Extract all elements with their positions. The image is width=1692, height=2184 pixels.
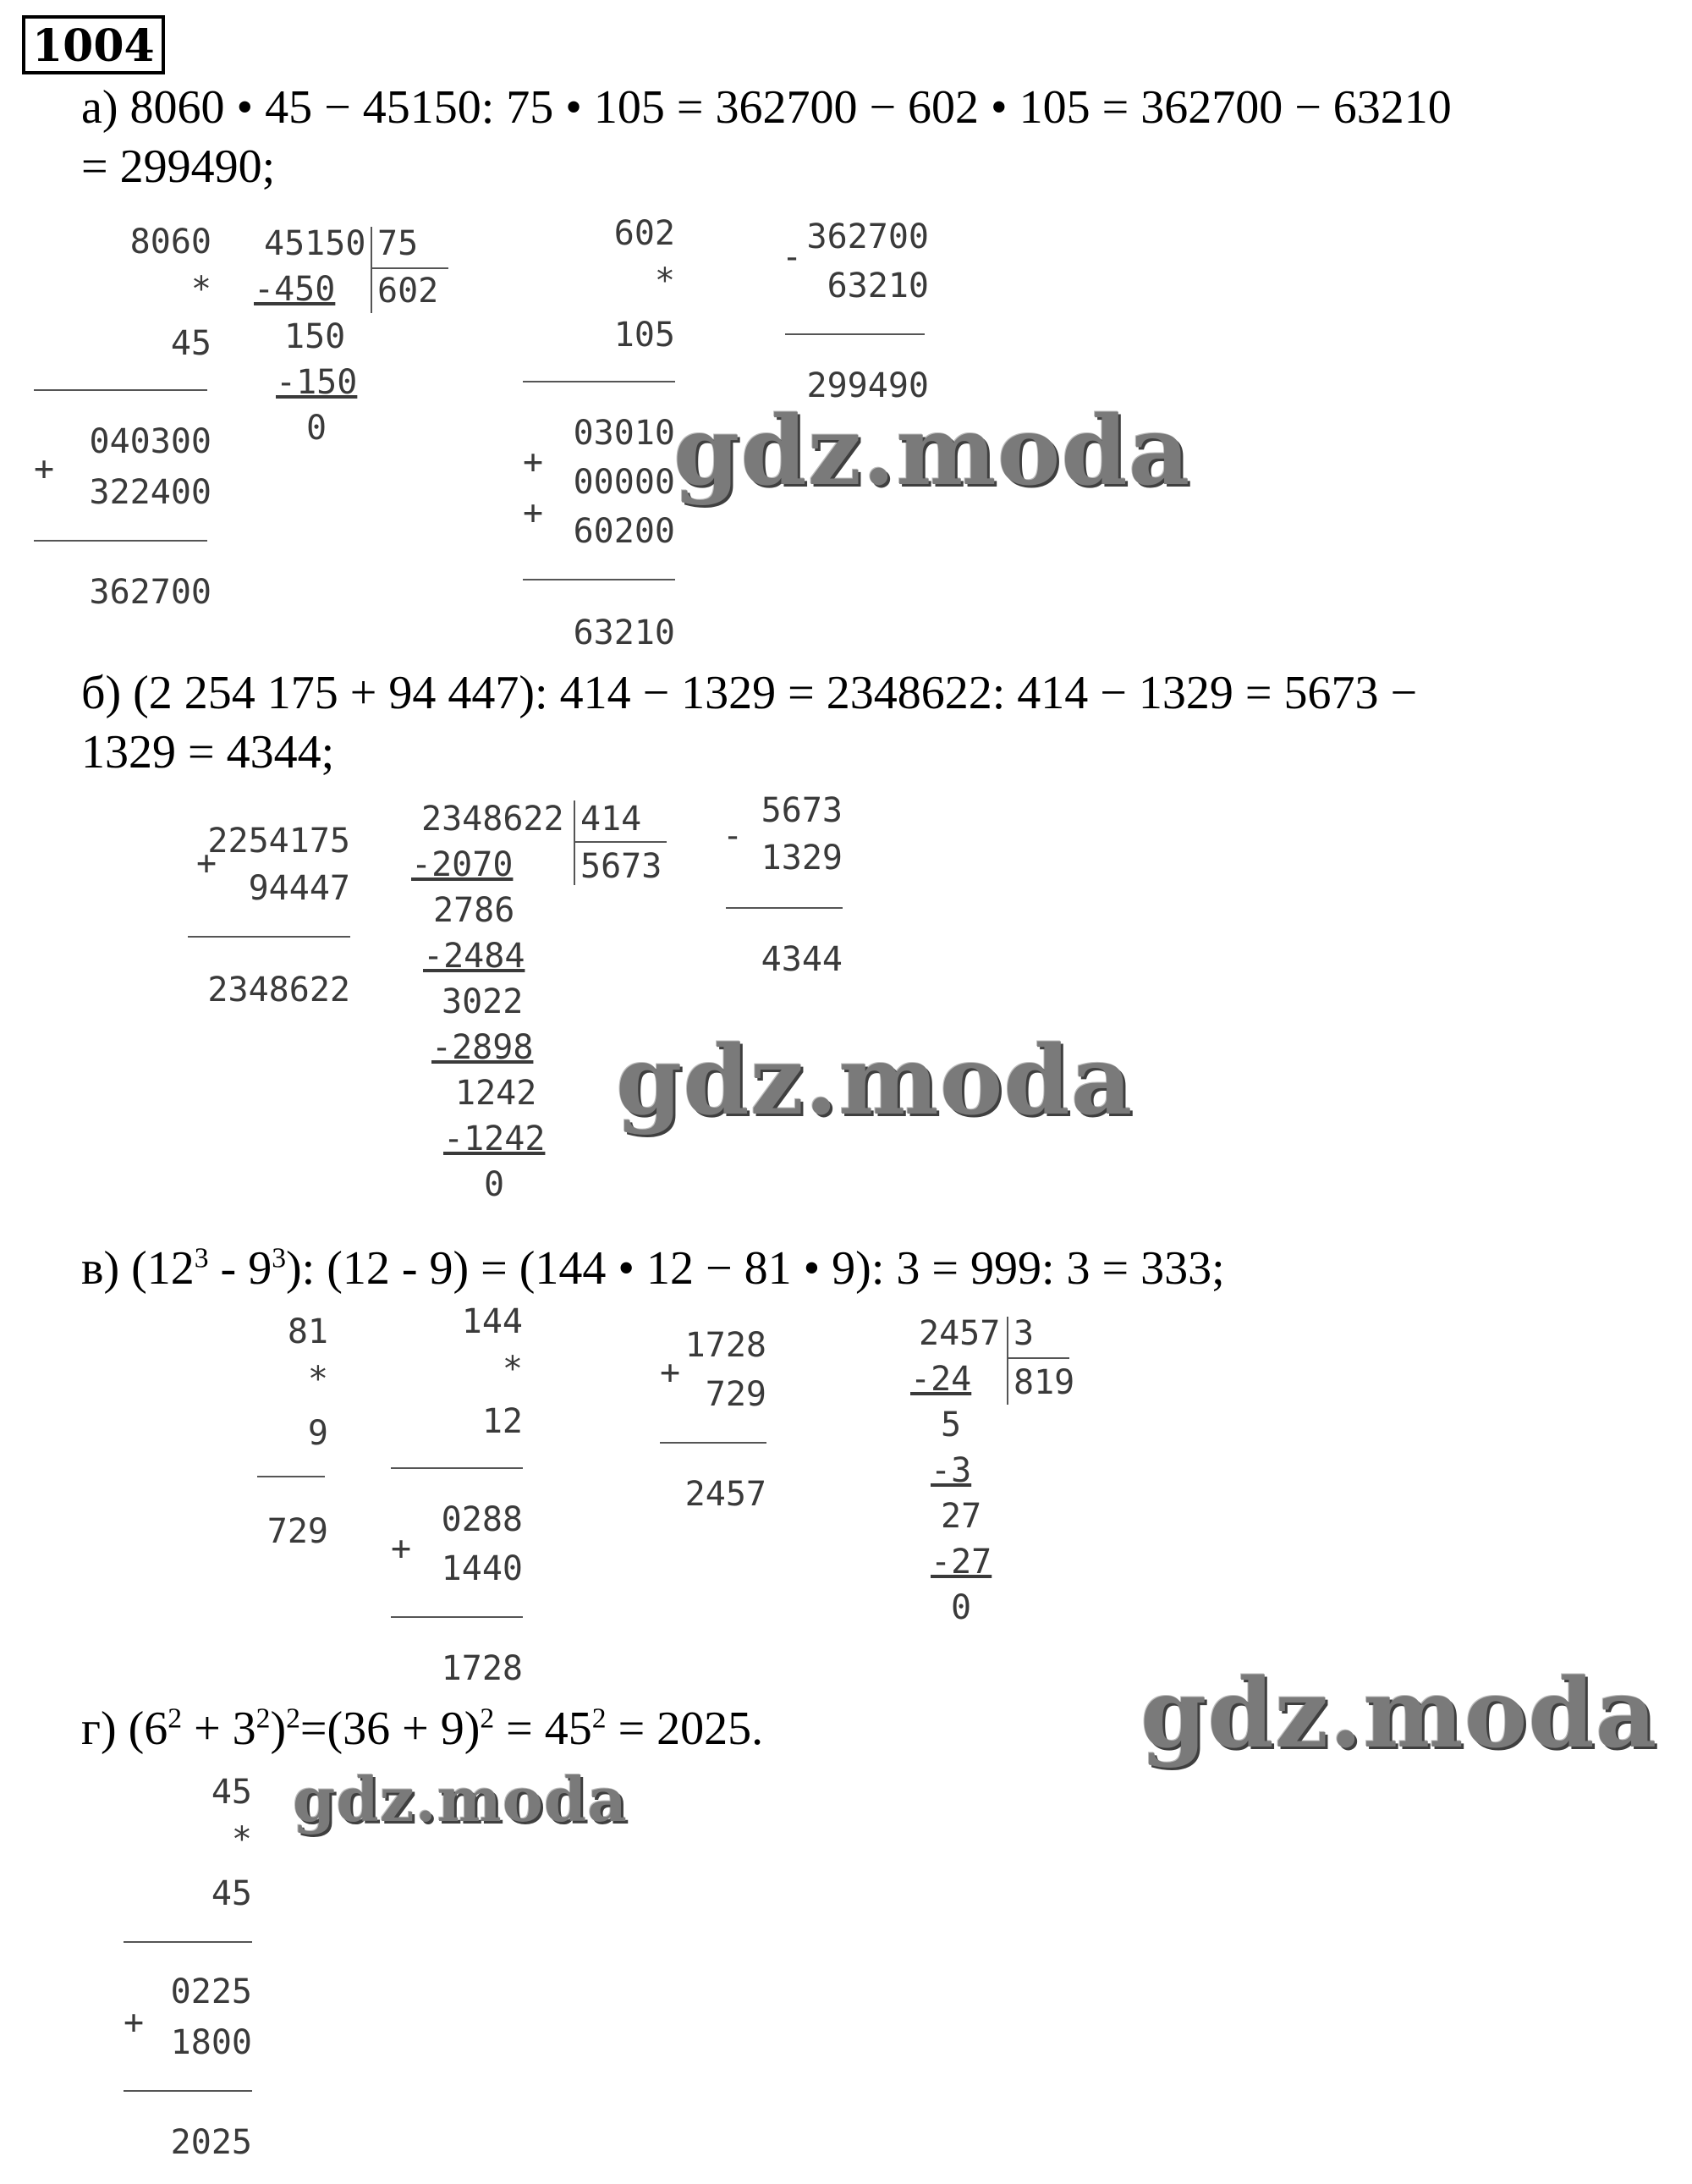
operator: * bbox=[190, 270, 212, 309]
part-a-equation-line2: = 299490; bbox=[81, 140, 276, 193]
partial-product: 03010 bbox=[573, 414, 675, 453]
part-b-equation-line1: б) (2 254 175 + 94 447): 414 − 1329 = 2348622: 414 − 1329 = 5673 − bbox=[81, 667, 1418, 719]
subtrahend: -24 bbox=[910, 1360, 972, 1399]
addend: 2254175 bbox=[207, 822, 350, 861]
quotient: 5673 bbox=[580, 847, 662, 886]
addend: 729 bbox=[705, 1375, 766, 1414]
divisor: 414 bbox=[580, 800, 642, 839]
difference: 4344 bbox=[761, 940, 843, 979]
divisor: 75 bbox=[377, 224, 419, 263]
operator: * bbox=[231, 1820, 252, 1859]
operand: 45 bbox=[211, 1773, 252, 1812]
operand: 8060 bbox=[129, 223, 212, 261]
dividend: 2348622 bbox=[421, 800, 564, 839]
subtrahend: -2898 bbox=[431, 1028, 534, 1067]
subtrahend: -3 bbox=[931, 1451, 972, 1490]
operand: 602 bbox=[613, 214, 675, 253]
part-b-equation-line2: 1329 = 4344; bbox=[81, 726, 335, 778]
dividend: 45150 bbox=[264, 224, 366, 263]
operand: 45 bbox=[170, 324, 212, 363]
subtrahend: -450 bbox=[254, 270, 336, 309]
remainder: 0 bbox=[484, 1165, 505, 1204]
watermark: gdz.moda bbox=[616, 1026, 1134, 1136]
addend: 1728 bbox=[684, 1326, 766, 1365]
subtrahend: -2484 bbox=[423, 937, 525, 976]
result: 362700 bbox=[89, 573, 212, 612]
remainder: 0 bbox=[306, 409, 327, 448]
product: 729 bbox=[266, 1512, 328, 1551]
part-a-equation-line1: а) 8060 • 45 − 45150: 75 • 105 = 362700 − 602 • 105 = 362700 − 63210 bbox=[81, 81, 1452, 134]
plus-sign: + bbox=[523, 443, 544, 481]
partial-product: 1440 bbox=[441, 1549, 523, 1588]
subtrahend: -1242 bbox=[443, 1120, 546, 1158]
minuend: 362700 bbox=[806, 217, 929, 256]
operand: 81 bbox=[287, 1312, 328, 1351]
operator: * bbox=[502, 1350, 523, 1389]
operator: * bbox=[654, 261, 675, 300]
part-v-equation: в) $(12^3 - 9^3)$: (12 - 9) = (144 • 12 − 81 • 9): 3 = 999: 3 = 333; bbox=[81, 1242, 1225, 1295]
remainder: 27 bbox=[941, 1497, 982, 1536]
subtrahend: -2070 bbox=[411, 845, 514, 884]
operand: 12 bbox=[481, 1402, 523, 1441]
subtrahend: 63210 bbox=[827, 267, 929, 305]
operand: 144 bbox=[461, 1302, 523, 1341]
sum: 2457 bbox=[684, 1475, 766, 1514]
minus-sign: - bbox=[722, 817, 744, 855]
operator: * bbox=[307, 1360, 328, 1399]
watermark: gdz.moda bbox=[1140, 1659, 1658, 1769]
quotient: 819 bbox=[1014, 1363, 1075, 1402]
task-number: 1004 bbox=[22, 15, 165, 74]
quotient: 602 bbox=[377, 272, 439, 311]
watermark: gdz.moda bbox=[673, 396, 1191, 507]
plus-sign: + bbox=[391, 1529, 412, 1568]
product: 2025 bbox=[170, 2123, 252, 2162]
plus-sign: + bbox=[523, 493, 544, 532]
addend: 94447 bbox=[248, 869, 350, 908]
remainder: 2786 bbox=[433, 891, 515, 930]
operand: 9 bbox=[307, 1414, 328, 1453]
remainder: 5 bbox=[941, 1406, 962, 1444]
partial-product: 1800 bbox=[170, 2023, 252, 2062]
minuend: 5673 bbox=[761, 791, 843, 830]
operand: 105 bbox=[613, 316, 675, 355]
remainder: 1242 bbox=[455, 1074, 537, 1113]
partial-product: 00000 bbox=[573, 463, 675, 502]
result: 63210 bbox=[573, 613, 675, 652]
plus-sign: + bbox=[660, 1353, 681, 1392]
dividend: 2457 bbox=[919, 1314, 1001, 1353]
sum: 2348622 bbox=[207, 971, 350, 1009]
plus-sign: + bbox=[34, 449, 55, 488]
remainder: 0 bbox=[951, 1588, 972, 1627]
plus-sign: + bbox=[124, 2003, 145, 2042]
plus-sign: + bbox=[196, 844, 217, 883]
subtrahend: 1329 bbox=[761, 839, 843, 877]
part-g-equation: г) $(6^2 + 3^2)^2=(36 + 9)^2 = 45^2 = 2025$. bbox=[81, 1703, 764, 1755]
partial-product: 322400 bbox=[89, 473, 212, 512]
partial-product: 60200 bbox=[573, 512, 675, 551]
difference: 299490 bbox=[806, 366, 929, 405]
partial-product: 0225 bbox=[170, 1972, 252, 2011]
minus-sign: - bbox=[782, 238, 803, 277]
divisor: 3 bbox=[1014, 1314, 1035, 1353]
partial-product: 0288 bbox=[441, 1500, 523, 1539]
partial-product: 040300 bbox=[89, 422, 212, 461]
product: 1728 bbox=[441, 1649, 523, 1688]
remainder: 150 bbox=[284, 317, 346, 356]
subtrahend: -150 bbox=[276, 363, 358, 402]
operand: 45 bbox=[211, 1874, 252, 1913]
watermark: gdz.moda bbox=[293, 1763, 628, 1835]
remainder: 3022 bbox=[442, 982, 524, 1021]
subtrahend: -27 bbox=[931, 1543, 992, 1582]
